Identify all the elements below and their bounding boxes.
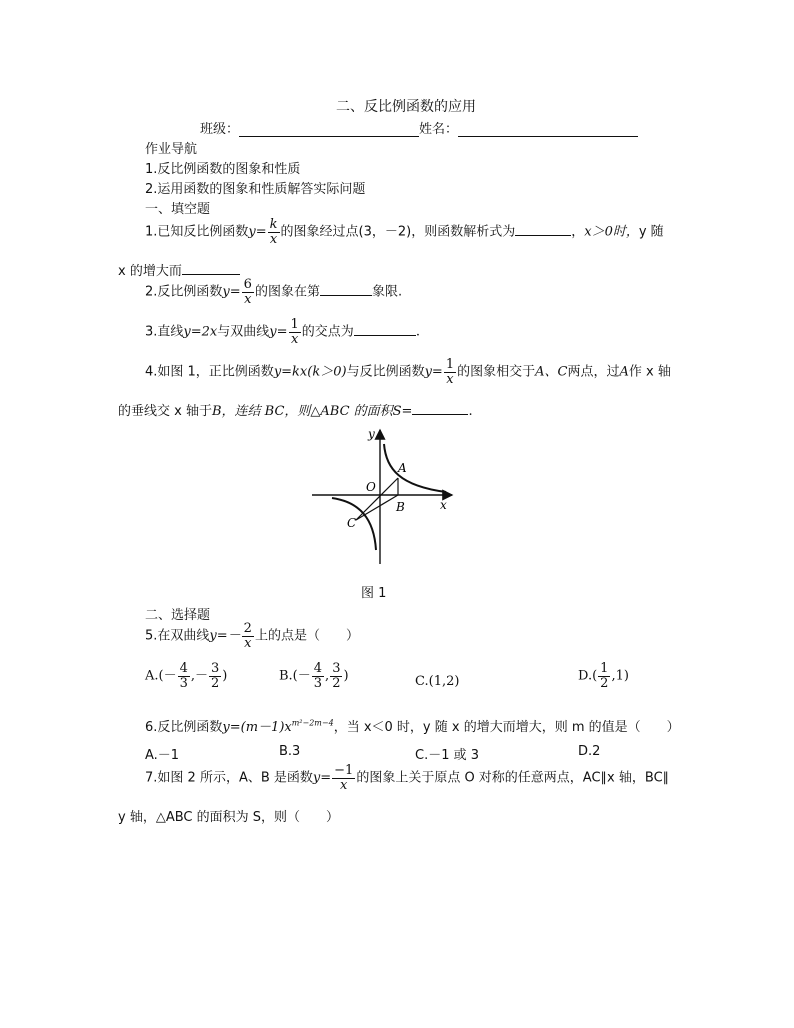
question-4: 4.如图 1，正比例函数y=kx(k＞0)与反比例函数y= $\frac{1}{x}$ 的图象相交于A、C两点，过A作 x 轴	[145, 357, 671, 387]
q1-blank-2[interactable]	[182, 262, 240, 275]
q6-option-d[interactable]: D.2	[578, 744, 601, 759]
header-fields	[200, 118, 638, 137]
hyperbola-branch-q1	[384, 444, 446, 492]
class-blank[interactable]	[239, 122, 419, 137]
figure-1-graph	[300, 424, 470, 584]
label-x: x	[440, 498, 447, 512]
guide-item-1: 1.反比例函数的图象和性质	[145, 162, 301, 177]
label-a: A	[398, 461, 407, 475]
fraction-1-over-x-q4: $\frac{1}{x}$	[445, 357, 455, 387]
question-7-line-2: y 轴，△ABC 的面积为 S，则（ ）	[118, 810, 340, 825]
q6-option-a[interactable]: A.－1	[145, 748, 180, 763]
label-c: C	[347, 516, 357, 530]
class-label: 班级：	[200, 122, 240, 137]
q5-option-c[interactable]: C.(1,2)	[415, 674, 460, 689]
label-b: B	[396, 500, 405, 514]
name-blank[interactable]	[458, 122, 638, 137]
question-6: 6.反比例函数$y=(m-1)x^{m^2-2m-4}$，当 x＜0 时，y 随 x 的增大而增大，则 m 的值是（ ）	[145, 718, 680, 735]
label-o: O	[366, 480, 376, 494]
q6-option-b[interactable]: B.3	[279, 744, 301, 759]
question-5: 5.在双曲线y=－ $\frac{2}{x}$ 上的点是（ ）	[145, 621, 359, 651]
fraction-6-over-x: $\frac{6}{x}$	[243, 277, 252, 307]
section-fill-blank: 一、填空题	[145, 202, 211, 217]
question-4-line-2: 的垂线交 x 轴于B，连结 BC，则△ABC 的面积S= .	[118, 404, 473, 419]
q5-option-d[interactable]: D.( $\frac{1}{2}$ ,1)	[578, 661, 629, 691]
guide-item-2: 2.运用函数的图象和性质解答实际问题	[145, 182, 366, 197]
fraction-1-over-x: $\frac{1}{x}$	[290, 317, 299, 347]
name-label: 姓名：	[419, 122, 459, 137]
question-2: 2.反比例函数y= $\frac{6}{x}$ 的图象在第 象限.	[145, 277, 403, 307]
exponent: m²−2m−4	[291, 718, 334, 728]
q1-blank-1[interactable]	[515, 223, 571, 236]
page-title: 二、反比例函数的应用	[336, 99, 476, 115]
q5-option-b[interactable]: B.(－ $\frac{4}{3}$ , $\frac{3}{2}$ )	[279, 661, 349, 691]
q6-option-c[interactable]: C.－1 或 3	[415, 748, 480, 763]
q4-blank[interactable]	[412, 402, 468, 415]
q3-blank[interactable]	[354, 323, 416, 336]
figure-1-caption: 图 1	[361, 586, 387, 601]
guide-heading: 作业导航	[145, 142, 198, 157]
q5-option-a[interactable]: A.(－ $\frac{4}{3}$ ,－ $\frac{3}{2}$ )	[145, 661, 228, 691]
label-y: y	[368, 427, 375, 441]
fraction-2-over-x: $\frac{2}{x}$	[243, 621, 252, 651]
fraction-k-over-x: $\frac{k}{x}$	[269, 217, 278, 247]
section-choice: 二、选择题	[145, 608, 211, 623]
question-1-line-2: x 的增大而	[118, 260, 240, 279]
question-3: 3.直线y=2x与双曲线y= $\frac{1}{x}$ 的交点为 .	[145, 317, 420, 347]
q2-blank[interactable]	[320, 283, 372, 296]
fraction-neg1-over-x: $\frac{-1}{x}$	[334, 763, 354, 793]
question-7: 7.如图 2 所示，A、B 是函数y= $\frac{-1}{x}$ 的图象上关于原点 O 对称的任意两点，AC∥x 轴，BC∥	[145, 763, 670, 793]
question-1: 1.已知反比例函数y= $\frac{k}{x}$ 的图象经过点(3，－2)，则函数解析式为 ，x＞0时，y 随	[145, 217, 664, 247]
